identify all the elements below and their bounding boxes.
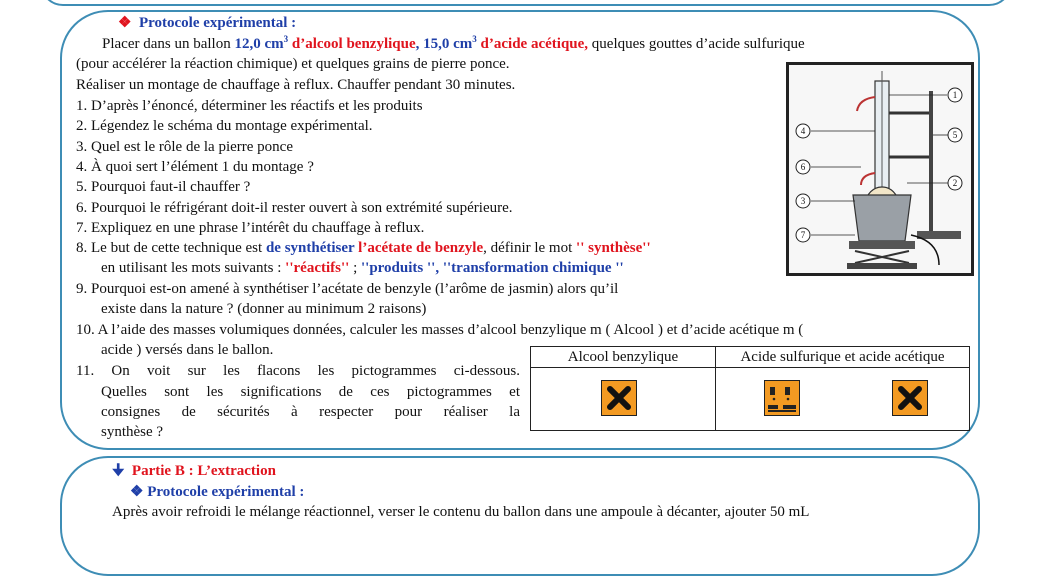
intro-line-2: (pour accélérer la réaction chimique) et quelques grains de pierre ponce. (76, 56, 510, 72)
question-7: 7. Expliquez en une phrase l’intérêt du chauffage à reflux. (76, 220, 425, 236)
question-11-line-2: Quelles sont les significations de ces pictogrammes et (101, 384, 520, 400)
corrosive-pictogram-icon (764, 380, 800, 416)
diamond-bullet-icon: ❖ (118, 15, 132, 31)
question-8-continued: en utilisant les mots suivants : ''réactifs'' ; ''produits '', ''transformation chimique '' (101, 260, 624, 276)
mantle-base (849, 241, 915, 249)
intro-line-3: Réaliser un montage de chauffage à reflux. Chauffer pendant 30 minutes. (76, 77, 516, 93)
harmful-pictogram-icon (601, 380, 637, 416)
figure-label-1: 1 (952, 90, 958, 100)
question-6: 6. Pourquoi le réfrigérant doit-il rester ouvert à son extrémité supérieure. (76, 200, 513, 216)
lab-jack (855, 251, 909, 263)
question-9-continued: existe dans la nature ? (donner au minimum 2 raisons) (101, 301, 427, 317)
part-b-title: 🠋 Partie B : L’extraction (112, 463, 276, 479)
question-10-continued: acide ) versés dans le ballon. (101, 342, 274, 358)
stand-rod (929, 91, 933, 231)
part-b-heading: ❖ Protocole expérimental : (130, 484, 305, 500)
question-5: 5. Pourquoi faut-il chauffer ? (76, 179, 251, 195)
question-11-line-3: consignes de sécurités à respecter pour réaliser la (101, 404, 520, 420)
table-cell-acides (716, 368, 970, 431)
table-header-acides: Acide sulfurique et acide acétique (716, 347, 970, 368)
question-9: 9. Pourquoi est-on amené à synthétiser l’acétate de benzyle (l’arôme de jasmin) alors qu’il (76, 281, 619, 297)
question-10: 10. A l’aide des masses volumiques données, calculer les masses d’alcool benzylique m ( Alcool ) et d’acide acétique m ( (76, 322, 804, 338)
pictogram-table (530, 346, 970, 431)
question-11: 11. On voit sur les flacons les pictogrammes ci-dessous. (76, 363, 520, 379)
figure-label-5: 5 (952, 130, 958, 140)
apparatus-diagram (789, 65, 971, 273)
question-3: 3. Quel est le rôle de la pierre ponce (76, 139, 293, 155)
water-hose-in (861, 173, 875, 185)
heating-mantle (853, 195, 911, 241)
irritant-pictogram-icon (892, 380, 928, 416)
figure-label-3: 3 (800, 196, 806, 206)
question-8: 8. Le but de cette technique est de synthétiser l’acétate de benzyle, définir le mot '' synthèse'' (76, 240, 651, 256)
reflux-apparatus-figure (786, 62, 974, 276)
diamond-bullet-icon: ❖ (130, 484, 144, 500)
figure-label-7: 7 (800, 230, 806, 240)
arrow-bullet-icon: 🠋 (112, 463, 125, 479)
table-cell-alcool (531, 368, 716, 431)
power-cable (911, 235, 939, 265)
part-a-heading: ❖ Protocole expérimental : (118, 15, 297, 31)
water-hose-out (857, 97, 875, 111)
stand-base (917, 231, 961, 239)
question-1: 1. D’après l’énoncé, déterminer les réactifs et les produits (76, 98, 423, 114)
previous-section-frame (40, 0, 1012, 6)
question-11-line-4: synthèse ? (101, 424, 164, 440)
figure-label-4: 4 (800, 126, 806, 136)
intro-line-1: Placer dans un ballon 12,0 $cm^3$ d’alcool benzylique, 15,0 $cm^3$ d’acide acétique, quelques gouttes d’acide sulfurique (102, 34, 805, 52)
figure-label-6: 6 (800, 162, 806, 172)
lab-jack-base (847, 263, 917, 269)
question-2: 2. Légendez le schéma du montage expérimental. (76, 118, 373, 134)
table-header-alcool: Alcool benzylique (531, 347, 716, 368)
question-4: 4. À quoi sert l’élément 1 du montage ? (76, 159, 314, 175)
figure-label-2: 2 (952, 178, 958, 188)
part-b-text: Après avoir refroidi le mélange réactionnel, verser le contenu du ballon dans une ampoule à décanter, ajouter 50 mL (112, 504, 810, 520)
